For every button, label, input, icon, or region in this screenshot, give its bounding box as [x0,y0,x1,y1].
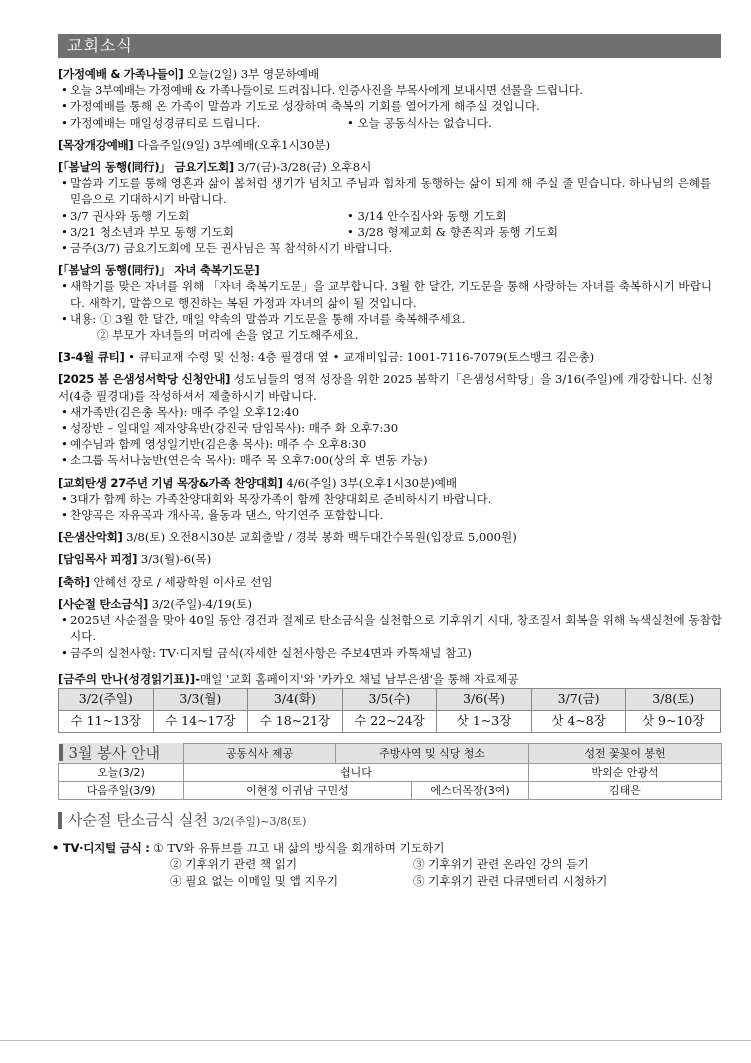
news-text: 다음주일(9일) 3부예배(오후1시30분) [133,137,331,152]
news-text: 3/8(토) 오전8시30분 교회출발 / 경북 봉화 백두대간수목원(입장료 5,000원) [122,530,517,545]
news-content [52,66,724,889]
bullet: • 말씀과 기도를 통해 영혼과 삶이 봄처럼 생기가 넘치고 주님과 힘차게 동행하는 삶이 되게 해 주실 줄 믿습니다. 하나님의 은혜를 믿음으로 기대하시기 바랍니다. [58,175,724,207]
table-row [59,764,722,782]
news-text: 4/6(주일) 3부(오후1시30분)예배 [282,475,458,490]
news-congrats [58,574,724,590]
fast-item: ④ 필요 없는 이메일 및 앱 지우기 [170,873,339,888]
news-label: [3-4월 큐티] [58,350,125,365]
bible-note: 매일 '교회 홈페이지'와 '카카오 채널 남부은샘'을 통해 자료제공 [200,671,519,686]
fast-label: TV·디지털 금식 : [62,840,150,855]
service-duty-table [58,743,722,801]
news-label: [2025 봄 은샘성서학당 신청안내] [58,372,231,387]
day-cell: 3/4(화) [248,688,343,710]
news-text: 오늘(2일) 3부 영문하예배 [183,67,320,81]
day-cell: 3/5(수) [342,688,437,710]
bullet-text: • 오늘 공동식사는 없습니다. [347,115,492,130]
header-cell: 주방사역 및 식당 청소 [336,743,529,764]
carbon-fast-title: 사순절 탄소금식 실천 [68,811,208,830]
row-label-cell: 다음주일(3/9) [59,782,184,800]
reading-cell: 수 22~24장 [342,710,437,732]
bullet: • 가정예배를 통해 온 가족이 말씀과 기도로 성장하며 축복의 기회를 열어가게 해주실 것입니다. [58,98,724,114]
bible-label: [금주의 만나(성경읽기표)]- [58,671,201,686]
bullet-row [58,208,724,224]
news-label: [사순절 탄소금식] [58,596,149,611]
bullet-row [58,224,724,240]
news-text: • 큐티교재 수령 및 신청: 4층 필경대 옆 • 교재비입금: 1001-7116-7079(토스뱅크 김은총) [124,350,595,365]
bullet-text: • 3/14 안수집사와 동행 기도회 [347,208,507,223]
news-child-blessing [58,262,724,343]
news-cell-opening [58,137,724,153]
carbon-fast-heading [58,812,724,830]
news-praise-contest [58,475,724,524]
bullet: • 내용: ① 3월 한 달간, 매일 약속의 말씀과 기도문을 통해 자녀를 축복해주세요. [58,311,724,327]
news-text: 안혜선 장로 / 세광학원 이사로 선임 [89,574,273,589]
bullet: • 새가족반(김은총 목사): 매주 주일 오후12:40 [58,404,724,420]
news-label: [가정예배 & 가족나들이] [58,67,184,81]
news-label: [담임목사 피정] [58,552,138,567]
day-cell: 3/8(토) [626,688,721,710]
section-bar [59,744,63,761]
bullet-text: • 3/7 권사와 동행 기도회 [70,208,190,223]
news-label: [「봄날의 동행(同行)」 자녀 축복기도문] [58,263,260,278]
bible-reading-title [58,671,724,687]
news-friday-prayer [58,159,724,256]
header-cell: 공동식사 제공 [184,743,336,764]
news-label: [은샘산악회] [58,530,123,545]
reading-cell: 수 18~21장 [248,710,343,732]
fast-item: ⑤ 기후위기 관련 다큐멘터리 시청하기 [413,873,608,888]
bullet: • 성장반 – 일대일 제자양육반(강진국 담임목사): 매주 화 오후7:30 [58,420,724,436]
bullet: • 금주의 실천사항: TV·디지털 금식(자세한 실천사항은 주보4면과 카톡채널 참고) [58,645,724,661]
fast-item: ② 기후위기 관련 책 읽기 [170,857,298,872]
news-text: 3/3(월)-6(목) [137,552,212,567]
reading-cell: 수 11~13장 [59,710,154,732]
day-cell: 3/2(주일) [59,688,154,710]
data-cell: 박외순 안광석 [529,764,722,782]
fast-item: ③ 기후위기 관련 온라인 강의 듣기 [413,857,589,872]
news-bible-school [58,371,724,468]
fast-label-bullet: • [52,840,63,855]
reading-cell: 수 14~17장 [153,710,248,732]
bottom-divider [0,1040,751,1041]
news-text: 성도님들의 영적 성장을 위한 2025 봄학기「은샘성서학당」을 3/16(주일)에 개강합니다. 신청서(4층 필경대)를 작성하셔서 제출하시기 바랍니다. [58,372,714,403]
reading-cell: 삿 4~8장 [531,710,626,732]
news-label: [교회탄생 27주년 기념 목장&가족 찬양대회] [58,475,283,490]
bullet-sub: ② 부모가 자녀들의 머리에 손을 얹고 기도해주세요. [97,328,359,343]
row-label-cell: 오늘(3/2) [59,764,184,782]
news-label: [축하] [58,574,90,589]
table-row [59,782,722,800]
reading-cell: 삿 9~10장 [626,710,721,732]
bullet: • 새학기를 맞은 자녀를 위해 「자녀 축복기도문」을 교부합니다. 3월 한 달간, 기도문을 통해 사랑하는 자녀를 축복하시기 바랍니다. 새학기, 말씀으로 행진하는 복된 가정과 자녀의 삶이 될 것입니다. [58,278,724,310]
section-banner: 교회소식 [58,34,721,58]
carbon-fast-date: 3/2(주일)~3/8(토) [212,815,307,829]
data-cell: 에스더목장(3여) [412,782,529,800]
table-row [59,688,721,710]
bible-reading-table [58,688,721,733]
header-cell: 성전 꽃꽂이 봉헌 [529,743,722,764]
news-retreat [58,551,724,567]
bullet-text: • 3/28 형제교회 & 향존직과 동행 기도회 [347,224,558,239]
day-cell: 3/3(월) [153,688,248,710]
news-text: 3/2(주일)-4/19(토) [148,596,253,611]
bullet-text: • 3/21 청소년과 부모 동행 기도회 [70,224,234,239]
fast-item: ① TV와 유튜브를 끄고 내 삶의 방식을 회개하며 기도하기 [153,840,445,855]
table-row [59,743,722,764]
carbon-fast-list [52,840,724,890]
news-family-worship [58,66,724,131]
bullet: • 금주(3/7) 금요기도회에 모든 권사님은 꼭 참석하시기 바랍니다. [58,240,724,256]
news-text: 3/7(금)-3/28(금) 오후8시 [233,160,372,175]
data-cell: 김태은 [529,782,722,800]
duty-title: 3월 봉사 안내 [68,743,161,762]
bullet: • 예수님과 함께 영성일기반(김은총 목사): 매주 수 오후8:30 [58,436,724,452]
bullet: • 오늘 3부예배는 가정예배 & 가족나들이로 드려집니다. 인증사진을 부목사에게 보내시면 선물을 드립니다. [58,82,724,98]
day-cell: 3/7(금) [531,688,626,710]
merged-cell: 쉽니다 [184,764,529,782]
bullet-row [58,115,724,131]
news-carbon-fast [58,596,724,661]
fast-row [58,873,724,890]
section-bar [58,812,62,829]
bullet-text: • 가정예배는 매일성경큐티로 드립니다. [70,115,261,130]
bullet: • 소그룹 독서나눔반(연은숙 목사): 매주 목 오후7:00(상의 후 변동 가능) [58,452,724,468]
duty-title-cell [59,743,184,764]
reading-cell: 삿 1~3장 [437,710,532,732]
news-hiking [58,529,724,545]
news-qt [58,349,724,365]
day-cell: 3/6(목) [437,688,532,710]
news-label: [「봄날의 동행(同行)」 금요기도회] [58,160,234,175]
bullet: • 2025년 사순절을 맞아 40일 동안 경건과 절제로 탄소금식을 실천함으로 기후위기 시대, 창조질서 회복을 위해 녹색실천에 동참합시다. [58,612,724,644]
fast-row [58,856,724,873]
bullet: • 찬양곡은 자유곡과 개사곡, 율동과 댄스, 악기연주 포함합니다. [58,507,724,523]
table-row [59,710,721,732]
news-label: [목장개강예배] [58,137,134,152]
data-cell: 이현정 이귀남 구민성 [184,782,412,800]
bullet: • 3대가 함께 하는 가족찬양대회와 목장가족이 함께 찬양대회로 준비하시기 바랍니다. [58,491,724,507]
